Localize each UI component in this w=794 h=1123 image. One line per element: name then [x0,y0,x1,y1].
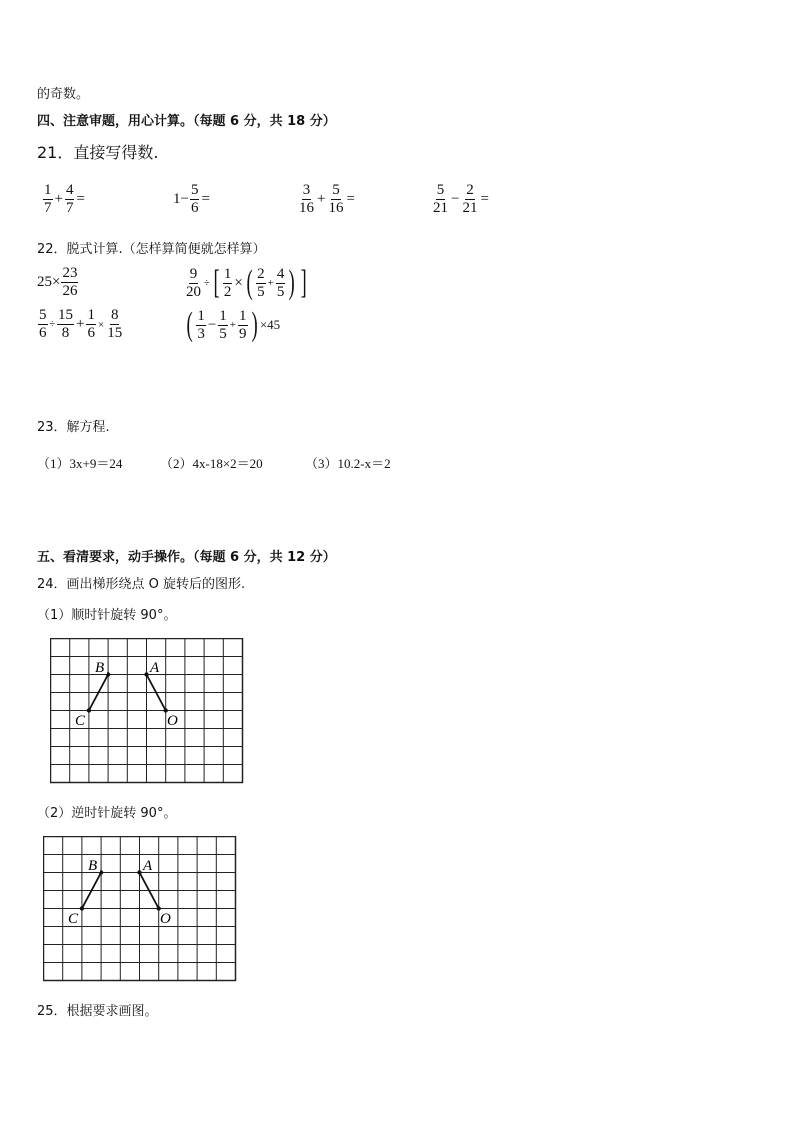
q23-eq-1: （1）3x+9＝24 [37,456,123,471]
grid-2-label-O: O [160,911,171,927]
grid-1-point-A [144,672,148,676]
grid-1-label-C: C [75,713,86,729]
q22-expr-3: $\frac{5}{6}$ ÷ $\frac{15}{8}$ + $\frac{1}{6}$ × $\frac{8}{15}$ [39,307,123,341]
q24-part2: （2）逆时针旋转 90°。 [37,806,177,821]
grid-1-label-O: O [167,713,178,729]
q22-expr-2: $\frac{9}{20}$ ÷ [ $\frac{1}{2}$ × ( $\frac{2}{5}$ + $\frac{4}{5}$ ) ] [186,264,307,301]
q23-eq-3: （3）10.2-x＝2 [305,456,391,471]
grid-2-point-A [137,870,141,874]
grid-1 [50,638,244,784]
q21-item-3: $\frac{3}{16}$ + $\frac{5}{16}$ = [299,182,355,216]
section5-title: 五、看清要求，动手操作。（每题 6 分，共 12 分） [37,550,336,565]
q23-title: 23．解方程. [37,420,110,435]
q25-title: 25．根据要求画图。 [37,1004,158,1019]
q24-title: 24．画出梯形绕点 O 旋转后的图形. [37,577,246,592]
grid-2-lines [43,836,236,981]
grid-2-label-C: C [68,911,79,927]
grid-1-label-A: A [150,660,160,676]
top-line: 的奇数。 [37,87,90,102]
q21-item-1: $\frac{1}{7}$ + $\frac{4}{7}$ = [44,182,85,216]
grid-1-lines [50,638,243,783]
q21-item-2: 1− $\frac{5}{6}$ = [173,182,210,216]
q21-title: 21．直接写得数. [37,143,159,162]
q22-title: 22．脱式计算.（怎样算简便就怎样算） [37,242,266,257]
q23-eq-2: （2）4x-18×2＝20 [160,456,263,471]
grid-1-label-B: B [95,660,105,676]
q24-part1: （1）顺时针旋转 90°。 [37,608,177,623]
q22-expr-1: 25× $\frac{23}{26}$ [37,265,78,299]
q21-item-4: $\frac{5}{21}$ − $\frac{2}{21}$ = [433,182,489,216]
grid-2-label-B: B [88,858,98,874]
grid-2-label-A: A [143,858,153,874]
grid-2 [43,836,237,982]
section4-title: 四、注意审题，用心计算。（每题 6 分，共 18 分） [37,114,336,129]
q22-expr-4: ( $\frac{1}{3}$ − $\frac{1}{5}$ + $\frac{1}{9}$ ) ×45 [186,306,281,343]
